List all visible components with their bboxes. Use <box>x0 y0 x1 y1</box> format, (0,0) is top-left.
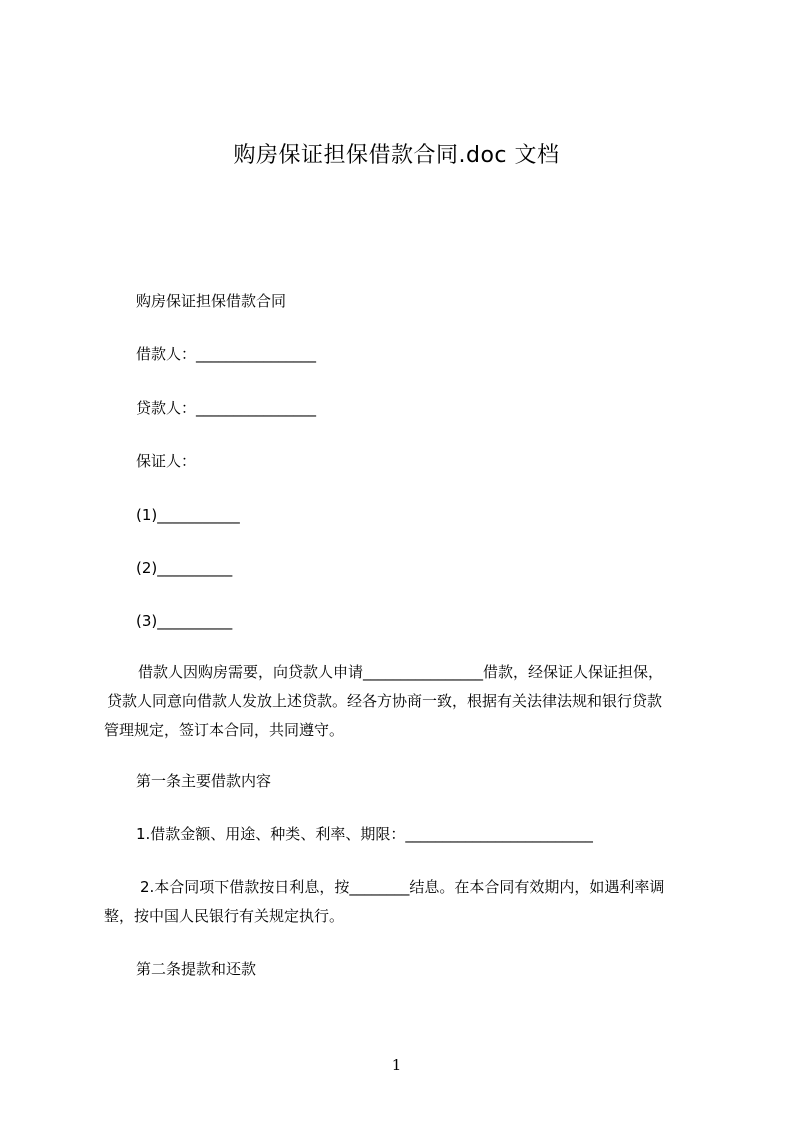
guarantor-label: 保证人： <box>136 452 197 470</box>
article-1-title: 第一条主要借款内容 <box>136 772 272 790</box>
article-1-item-2 <box>104 873 704 931</box>
guarantor-2-field: (2)__________ <box>136 559 233 577</box>
article-1-item-2-line-1: 2.本合同项下借款按日利息，按________结息。在本合同有效期内，如遇利率调 <box>140 878 665 896</box>
page-number: 1 <box>391 1056 402 1074</box>
article-1-item-2-line-2: 整，按中国人民银行有关规定执行。 <box>104 907 345 925</box>
document-title: 购房保证担保借款合同.doc 文档 <box>233 143 560 168</box>
intro-line-2: 贷款人同意向借款人发放上述贷款。经各方协商一致，根据有关法律法规和银行贷款 <box>107 692 663 710</box>
lender-field: 贷款人：________________ <box>136 399 317 417</box>
intro-line-3: 管理规定，签订本合同，共同遵守。 <box>104 721 345 739</box>
guarantor-1-field: (1)___________ <box>136 506 240 524</box>
borrower-field: 借款人：________________ <box>136 345 317 363</box>
article-2-title: 第二条提款和还款 <box>136 960 257 978</box>
article-1-item-1: 1.借款金额、用途、种类、利率、期限：_________________________ <box>136 825 593 843</box>
intro-line-1: 借款人因购房需要，向贷款人申请________________借款，经保证人保证担保， <box>138 663 664 681</box>
guarantor-3-field: (3)__________ <box>136 612 233 630</box>
contract-heading: 购房保证担保借款合同 <box>136 292 287 310</box>
intro-paragraph <box>104 658 704 745</box>
